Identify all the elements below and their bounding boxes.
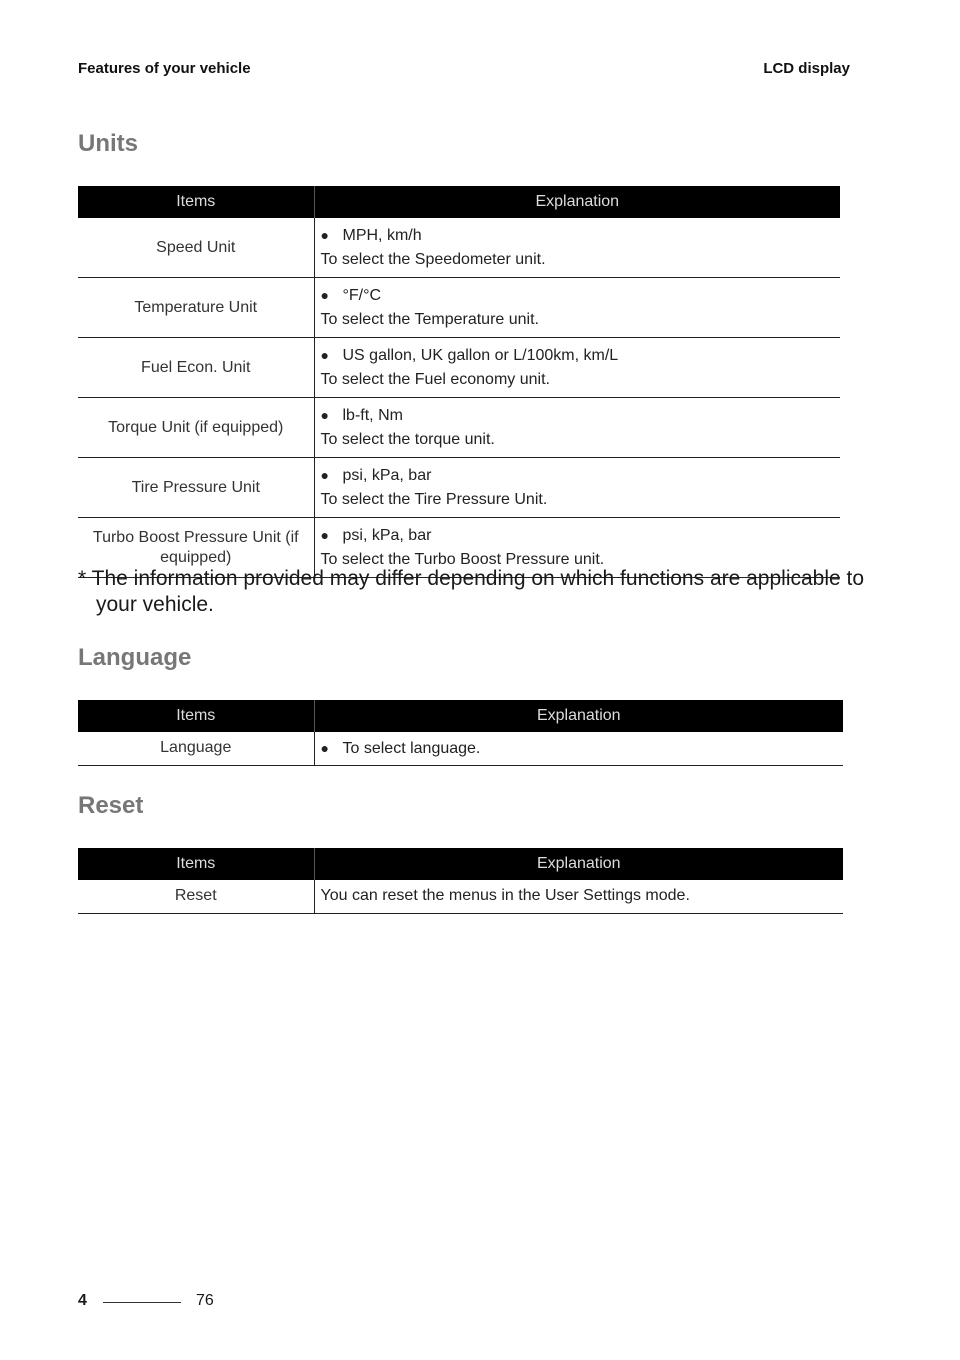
units-item-description: To select the Fuel economy unit. — [320, 371, 550, 388]
units-footnote: * The information provided may differ depending on which functions are applicable to your vehicle. — [78, 567, 865, 616]
bullet-icon: ● — [320, 467, 329, 483]
units-item-label: Temperature Unit — [78, 278, 314, 338]
bullet-icon: ● — [320, 739, 329, 756]
units-item-label: Tire Pressure Unit — [78, 458, 314, 518]
header-topic-name: LCD display — [763, 60, 850, 77]
reset-title: Reset — [78, 792, 144, 819]
table-row — [78, 732, 843, 765]
language-header-items: Items — [78, 700, 314, 732]
units-item-options: US gallon, UK gallon or L/100km, km/L — [342, 347, 619, 364]
footer-divider — [103, 1302, 181, 1303]
reset-item-description: You can reset the menus in the User Settings mode. — [314, 880, 843, 913]
units-item-label: Turbo Boost Pressure Unit (if equipped) — [78, 518, 314, 578]
bullet-icon: ● — [320, 527, 329, 543]
bullet-icon: ● — [320, 347, 329, 363]
language-title: Language — [78, 644, 192, 671]
language-item-description: To select language. — [342, 739, 481, 757]
units-table — [78, 186, 840, 578]
reset-item-label: Reset — [78, 880, 314, 913]
bullet-icon: ● — [320, 227, 329, 243]
reset-table-header — [78, 848, 843, 880]
bullet-icon: ● — [320, 287, 329, 303]
table-row — [78, 458, 840, 518]
units-item-label: Fuel Econ. Unit — [78, 338, 314, 398]
table-row — [78, 278, 840, 338]
units-item-description: To select the Temperature unit. — [320, 311, 539, 328]
table-row — [78, 398, 840, 458]
table-row — [78, 338, 840, 398]
bullet-icon: ● — [320, 407, 329, 423]
header-section-name: Features of your vehicle — [78, 60, 251, 77]
units-item-options: psi, kPa, bar — [342, 527, 432, 544]
running-header — [78, 60, 850, 77]
units-table-header — [78, 186, 840, 218]
table-row — [78, 218, 840, 278]
reset-table — [78, 848, 843, 914]
reset-header-explanation: Explanation — [314, 848, 843, 880]
units-item-options: psi, kPa, bar — [342, 467, 432, 484]
reset-header-items: Items — [78, 848, 314, 880]
units-title: Units — [78, 130, 138, 157]
units-item-description: To select the Speedometer unit. — [320, 251, 546, 268]
language-item-label: Language — [78, 732, 314, 765]
units-item-description: To select the Tire Pressure Unit. — [320, 491, 548, 508]
table-row — [78, 880, 843, 913]
language-table — [78, 700, 843, 766]
units-item-options: MPH, km/h — [342, 227, 422, 244]
units-item-label: Speed Unit — [78, 218, 314, 278]
units-item-description: To select the Turbo Boost Pressure unit. — [320, 551, 605, 568]
units-item-options: lb-ft, Nm — [342, 407, 403, 424]
chapter-number: 4 — [78, 1292, 87, 1309]
units-header-items: Items — [78, 186, 314, 218]
language-table-header — [78, 700, 843, 732]
language-header-explanation: Explanation — [314, 700, 843, 732]
units-item-description: To select the torque unit. — [320, 431, 495, 448]
units-item-label: Torque Unit (if equipped) — [78, 398, 314, 458]
units-header-explanation: Explanation — [314, 186, 840, 218]
page-number: 76 — [196, 1292, 214, 1309]
units-item-options: °F/°C — [342, 287, 382, 304]
